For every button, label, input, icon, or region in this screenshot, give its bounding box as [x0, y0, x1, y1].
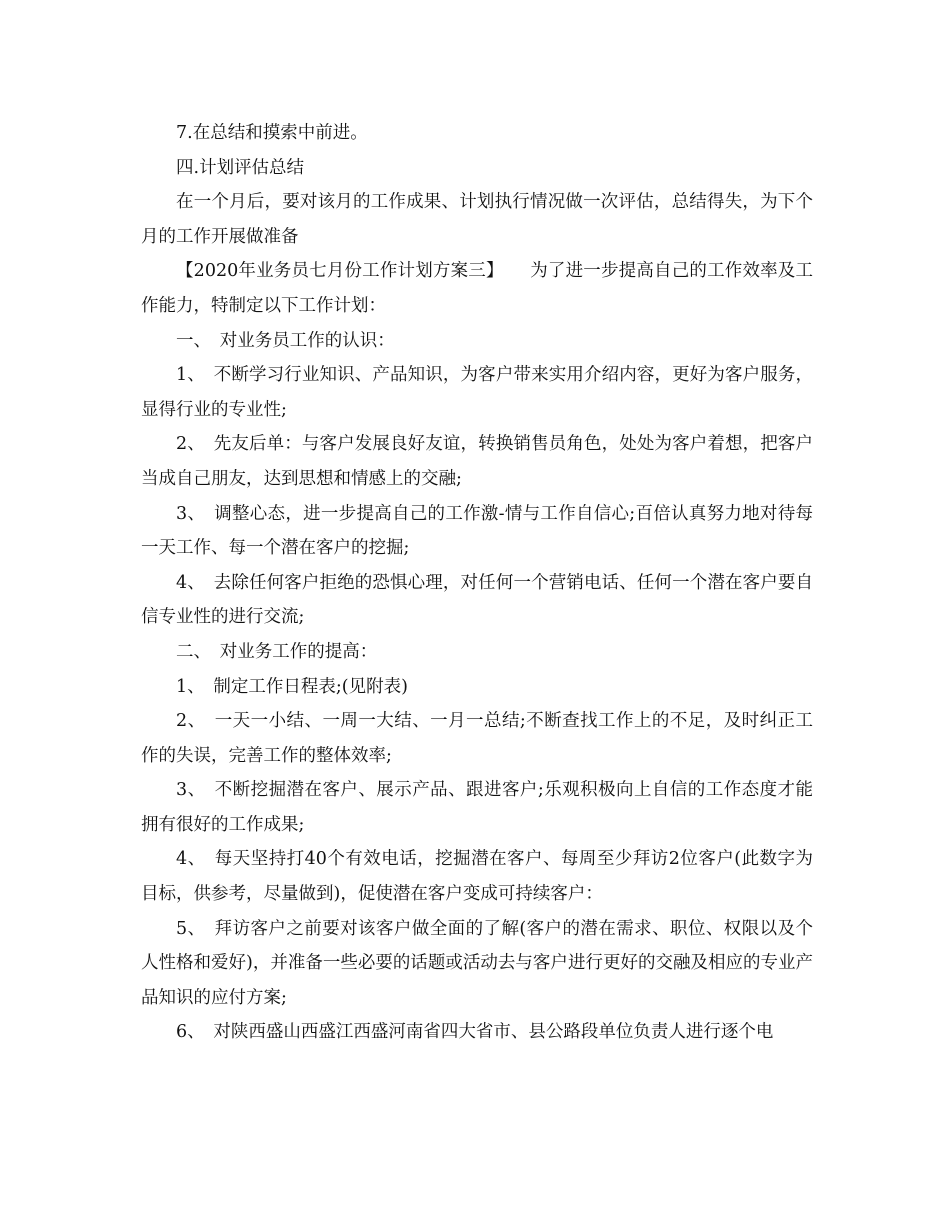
paragraph: 在一个月后，要对该月的工作成果、计划执行情况做一次评估，总结得失，为下个月的工作开展做准备: [141, 192, 813, 247]
section-heading: 一、 对业务员工作的认识：: [176, 330, 395, 351]
document-body: [141, 116, 813, 1050]
list-item: 4、 去除任何客户拒绝的恐惧心理，对任何一个营销电话、任何一个潜在客户要自信专业性的进行交流;: [141, 572, 813, 628]
list-item: 3、 调整心态，进一步提高自己的工作激-情与工作自信心;百倍认真努力地对待每一天工作、每一个潜在客户的挖掘;: [141, 503, 813, 559]
list-item: 2、 一天一小结、一周一大结、一月一总结;不断查找工作上的不足，及时纠正工作的失误，完善工作的整体效率;: [141, 711, 813, 766]
list-item: 1、 不断学习行业知识、产品知识，为客户带来实用介绍内容，更好为客户服务，显得行业的专业性;: [141, 365, 813, 420]
section-heading: 二、 对业务工作的提高：: [176, 641, 378, 662]
list-item: 5、 拜访客户之前要对该客户做全面的了解(客户的潜在需求、职位、权限以及个人性格和爱好)，并准备一些必要的话题或活动去与客户进行更好的交融及相应的专业产品知识的应付方案;: [141, 918, 813, 1008]
list-item: 3、 不断挖掘潜在客户、展示产品、跟进客户;乐观积极向上自信的工作态度才能拥有很好的工作成果;: [141, 780, 813, 835]
list-item: 1、 制定工作日程表;(见附表): [176, 676, 408, 697]
paragraph: 【2020年业务员七月份工作计划方案三】 为了进一步提高自己的工作效率及工作能力，特制定以下工作计划：: [141, 261, 813, 316]
section-heading: 四.计划评估总结: [176, 157, 305, 178]
list-item: 4、 每天坚持打40个有效电话，挖掘潜在客户、每周至少拜访2位客户(此数字为目标，供参考，尽量做到)，促使潜在客户变成可持续客户：: [141, 849, 813, 905]
list-item: 6、 对陕西盛山西盛江西盛河南省四大省市、县公路段单位负责人进行逐个电: [176, 1022, 774, 1043]
paragraph: 7.在总结和摸索中前进。: [176, 123, 368, 143]
list-item: 2、 先友后单：与客户发展良好友谊，转换销售员角色，处处为客户着想，把客户当成自己朋友，达到思想和情感上的交融;: [141, 434, 813, 489]
